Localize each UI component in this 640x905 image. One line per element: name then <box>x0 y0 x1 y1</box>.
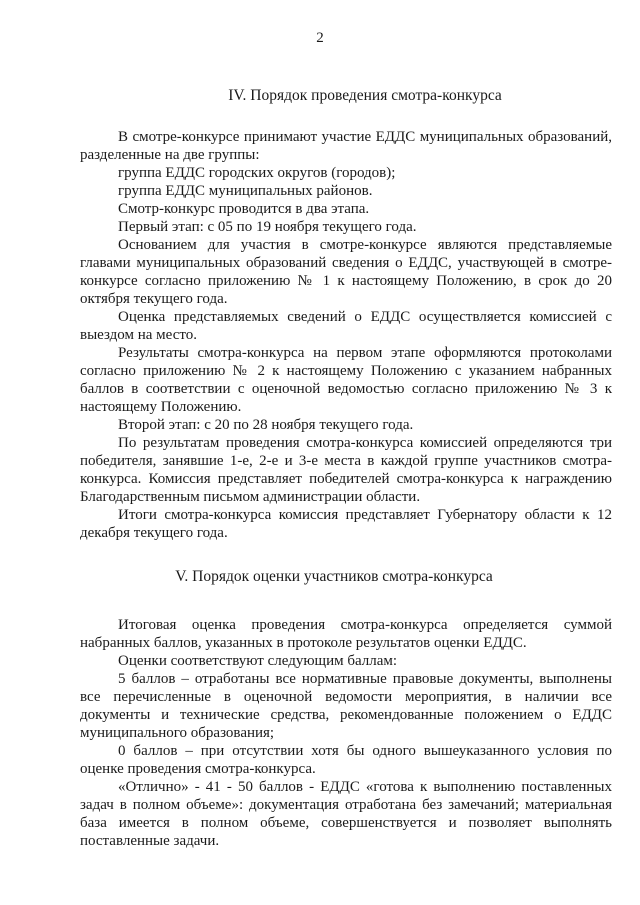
paragraph: 0 баллов – при отсутствии хотя бы одного вышеуказанного условия по оценке проведения смотра-конкурса. <box>80 743 612 777</box>
document-body <box>80 87 612 850</box>
paragraph: «Отлично» - 41 - 50 баллов - ЕДДС «готова к выполнению поставленных задач в полном объеме»: документация отработана без замечаний; материальная база имеется в полном объеме, совершенствуется и позволяет выполнять поставленные задачи. <box>80 779 612 849</box>
paragraph: Итоги смотра-конкурса комиссия представляет Губернатору области к 12 декабря текущего года. <box>80 507 612 541</box>
paragraph: Смотр-конкурс проводится в два этапа. <box>118 201 370 217</box>
paragraph: Второй этап: с 20 по 28 ноября текущего года. <box>118 417 414 433</box>
page-number: 2 <box>316 30 324 46</box>
paragraph: Итоговая оценка проведения смотра-конкурса определяется суммой набранных баллов, указанных в протоколе результатов оценки ЕДДС. <box>80 617 612 651</box>
section-4-title: IV. Порядок проведения смотра-конкурса <box>228 87 502 104</box>
paragraph: В смотре-конкурсе принимают участие ЕДДС муниципальных образований, разделенные на две группы: <box>80 129 612 163</box>
paragraph: Результаты смотра-конкурса на первом этапе оформляются протоколами согласно приложению № 2 к настоящему Положению с указанием набранных баллов в соответствии с оценочной ведомостью согласно приложению № 3 к настоящему Положению. <box>80 345 612 415</box>
paragraph: группа ЕДДС муниципальных районов. <box>118 183 373 199</box>
paragraph: По результатам проведения смотра-конкурса комиссией определяются три победителя, занявшие 1-е, 2-е и 3-е места в каждой группе участников смотра-конкурса. Комиссия представляет победителей смотра-конкурса к награждению Благодарственным письмом администрации области. <box>80 435 612 505</box>
paragraph: группа ЕДДС городских округов (городов); <box>118 165 396 181</box>
paragraph: Первый этап: с 05 по 19 ноября текущего года. <box>118 219 417 235</box>
paragraph: Основанием для участия в смотре-конкурсе являются представляемые главами муниципальных образований сведения о ЕДДС, участвующей в смотре-конкурсе согласно приложению № 1 к настоящему Положению, в срок до 20 октября текущего года. <box>80 237 612 307</box>
paragraph: 5 баллов – отработаны все нормативные правовые документы, выполнены все перечисленные в оценочной ведомости мероприятия, в наличии все документы и технические средства, рекомендованные положением о ЕДДС муниципального образования; <box>80 671 612 741</box>
section-5-title: V. Порядок оценки участников смотра-конкурса <box>175 568 493 585</box>
paragraph: Оценка представляемых сведений о ЕДДС осуществляется комиссией с выездом на место. <box>80 309 612 343</box>
paragraph: Оценки соответствуют следующим баллам: <box>118 653 398 669</box>
